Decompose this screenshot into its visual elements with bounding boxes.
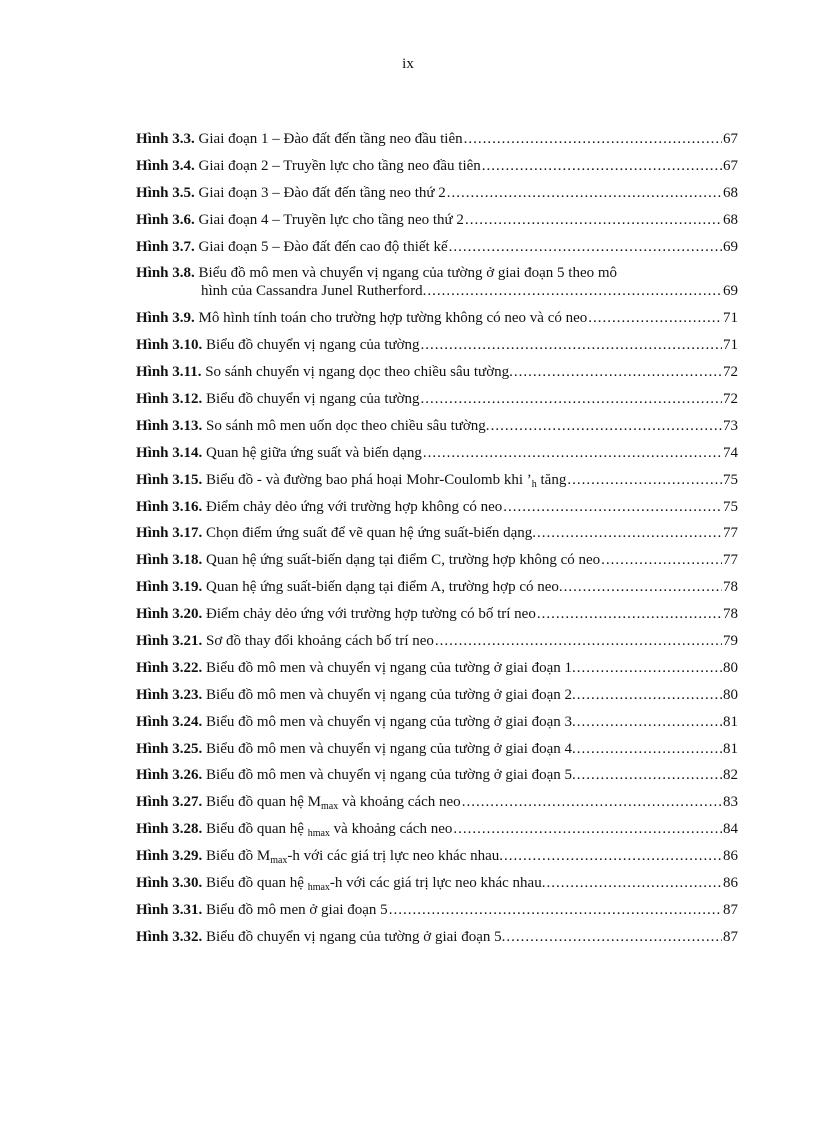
page-ref: 71 bbox=[723, 337, 738, 354]
figure-caption bbox=[136, 157, 481, 175]
figure-title: Biểu đồ quan hệ bbox=[206, 821, 308, 838]
page-ref: 81 bbox=[723, 740, 738, 757]
page-ref: 75 bbox=[723, 498, 738, 515]
figure-title: Chọn điểm ứng suất để vẽ quan hệ ứng suất-biến dạng. bbox=[206, 525, 536, 542]
figure-title: Sơ đồ thay đổi khoảng cách bố trí neo bbox=[206, 633, 434, 650]
figure-entry bbox=[136, 417, 738, 435]
figure-title: Quan hệ ứng suất-biến dạng tại điểm C, trường hợp không có neo bbox=[206, 552, 601, 569]
figure-title: Điểm chảy dẻo ứng với trường hợp tường có bố trí neo bbox=[206, 606, 536, 623]
figure-label: Hình 3.24. bbox=[136, 713, 203, 730]
figure-entry bbox=[136, 130, 738, 148]
page-ref: 71 bbox=[723, 310, 738, 327]
figure-caption bbox=[136, 184, 446, 202]
figure-caption bbox=[136, 265, 617, 281]
figure-title: Biểu đồ chuyển vị ngang của tường bbox=[206, 337, 420, 354]
figure-title: Giai đoạn 2 – Truyền lực cho tầng neo đầu tiên bbox=[198, 157, 481, 174]
dot-leader bbox=[577, 686, 722, 704]
figure-entry bbox=[136, 444, 738, 462]
figure-caption bbox=[136, 820, 452, 838]
page-ref: 67 bbox=[723, 131, 738, 147]
figure-caption bbox=[136, 605, 536, 623]
figure-title: Biểu đồ chuyển vị ngang của tường bbox=[206, 391, 420, 408]
figure-caption bbox=[136, 336, 420, 354]
dot-leader bbox=[564, 578, 722, 596]
figure-label: Hình 3.3. bbox=[136, 131, 195, 147]
figure-title: Biểu đồ chuyển vị ngang của tường ở giai đoạn 5. bbox=[206, 928, 506, 945]
figure-entry bbox=[136, 605, 738, 623]
page-number: ix bbox=[402, 56, 414, 72]
dot-leader bbox=[537, 605, 722, 623]
figure-label: Hình 3.19. bbox=[136, 579, 203, 596]
figure-entry bbox=[136, 551, 738, 569]
figure-caption bbox=[136, 524, 536, 542]
figure-title: Biểu đồ quan hệ M bbox=[206, 794, 322, 811]
figure-label: Hình 3.17. bbox=[136, 525, 203, 542]
figure-title: Biểu đồ mô men ở giai đoạn 5 bbox=[206, 901, 388, 918]
dot-leader bbox=[577, 659, 722, 677]
figure-caption bbox=[136, 740, 576, 758]
figure-label: Hình 3.31. bbox=[136, 901, 203, 918]
figure-title: Biểu đồ mô men và chuyển vị ngang của tường ở giai đoạn 2. bbox=[206, 686, 576, 703]
figure-entry bbox=[136, 264, 738, 300]
figure-label: Hình 3.18. bbox=[136, 552, 203, 569]
figure-caption bbox=[136, 471, 566, 489]
figure-caption bbox=[136, 390, 420, 408]
figure-title: Biểu đồ mô men và chuyển vị ngang của tường ở giai đoạn 5 theo mô bbox=[198, 265, 618, 282]
figure-label: Hình 3.4. bbox=[136, 157, 195, 174]
figure-title: Điểm chảy dẻo ứng với trường hợp không có neo bbox=[206, 498, 503, 515]
figure-caption bbox=[136, 766, 576, 784]
figure-label: Hình 3.32. bbox=[136, 928, 203, 945]
dot-leader bbox=[537, 524, 722, 542]
figure-entry bbox=[136, 336, 738, 354]
figure-caption bbox=[136, 309, 587, 327]
page-ref: 77 bbox=[723, 525, 738, 542]
figure-label: Hình 3.8. bbox=[136, 265, 195, 282]
subscript: max bbox=[270, 855, 288, 867]
figure-caption bbox=[136, 551, 600, 569]
figure-title-line2: hình của Cassandra Junel Rutherford. bbox=[201, 283, 427, 300]
figure-label: Hình 3.7. bbox=[136, 238, 195, 255]
figure-label: Hình 3.12. bbox=[136, 391, 203, 408]
page-ref: 73 bbox=[723, 417, 738, 434]
figure-caption bbox=[136, 211, 464, 229]
page-ref: 86 bbox=[723, 848, 738, 865]
dot-leader bbox=[449, 238, 722, 256]
page-ref: 83 bbox=[723, 794, 738, 811]
dot-leader bbox=[447, 184, 722, 202]
figure-caption bbox=[136, 928, 505, 946]
figure-label: Hình 3.29. bbox=[136, 848, 203, 865]
figure-caption bbox=[136, 659, 576, 677]
figure-entry bbox=[136, 686, 738, 704]
figure-title: So sánh chuyển vị ngang dọc theo chiều sâu tường. bbox=[205, 364, 513, 381]
figure-label: Hình 3.27. bbox=[136, 794, 203, 811]
figure-caption bbox=[136, 847, 503, 865]
page-ref: 79 bbox=[723, 633, 738, 650]
figure-label: Hình 3.20. bbox=[136, 606, 203, 623]
figure-label: Hình 3.22. bbox=[136, 659, 203, 676]
page-ref: 87 bbox=[723, 928, 738, 945]
figure-caption bbox=[136, 130, 463, 148]
figure-entry bbox=[136, 309, 738, 327]
subscript: h bbox=[531, 478, 537, 490]
figure-label: Hình 3.28. bbox=[136, 821, 203, 838]
figure-label: Hình 3.14. bbox=[136, 444, 203, 461]
figure-title: Biểu đồ mô men và chuyển vị ngang của tường ở giai đoạn 4. bbox=[206, 740, 576, 757]
figure-caption bbox=[136, 793, 461, 811]
figure-title: Giai đoạn 5 – Đào đất đến cao độ thiết kế bbox=[198, 238, 448, 255]
figure-caption bbox=[136, 874, 545, 892]
page-ref: 84 bbox=[723, 821, 738, 838]
figure-entry bbox=[136, 766, 738, 784]
figure-entry bbox=[136, 713, 738, 731]
dot-leader bbox=[601, 551, 722, 569]
figure-title-continued: -h với các giá trị lực neo khác nhau. bbox=[329, 875, 546, 892]
figure-label: Hình 3.11. bbox=[136, 364, 202, 381]
figure-title-continued: tăng bbox=[536, 471, 567, 488]
figure-entry bbox=[136, 524, 738, 542]
figure-entry bbox=[136, 211, 738, 229]
page-ref: 69 bbox=[723, 238, 738, 255]
dot-leader bbox=[503, 498, 722, 516]
figure-label: Hình 3.5. bbox=[136, 184, 195, 201]
figure-title: Biểu đồ - và đường bao phá hoại Mohr-Coulomb khi ’ bbox=[206, 471, 532, 488]
figure-entry bbox=[136, 659, 738, 677]
figure-entry bbox=[136, 157, 738, 175]
figure-entry bbox=[136, 901, 738, 919]
page-ref: 74 bbox=[723, 444, 738, 461]
figure-label: Hình 3.13. bbox=[136, 417, 203, 434]
list-of-figures bbox=[136, 130, 738, 955]
figure-title-continued: và khoảng cách neo bbox=[338, 794, 461, 811]
subscript: hmax bbox=[307, 828, 330, 840]
dot-leader bbox=[421, 336, 722, 354]
figure-caption bbox=[136, 578, 563, 596]
figure-label: Hình 3.26. bbox=[136, 767, 203, 784]
dot-leader bbox=[546, 874, 722, 892]
figure-label: Hình 3.30. bbox=[136, 875, 203, 892]
figure-caption bbox=[136, 444, 422, 462]
figure-label: Hình 3.23. bbox=[136, 686, 203, 703]
figure-title: Biểu đồ mô men và chuyển vị ngang của tường ở giai đoạn 3. bbox=[206, 713, 576, 730]
figure-entry bbox=[136, 363, 738, 381]
figure-title: Mô hình tính toán cho trường hợp tường không có neo và có neo bbox=[198, 310, 588, 327]
page-ref: 81 bbox=[723, 713, 738, 730]
figure-caption bbox=[136, 713, 576, 731]
figure-entry bbox=[136, 874, 738, 892]
figure-label: Hình 3.9. bbox=[136, 310, 195, 327]
figure-caption bbox=[136, 498, 502, 516]
dot-leader bbox=[577, 766, 722, 784]
figure-caption bbox=[136, 686, 576, 704]
figure-caption bbox=[136, 363, 513, 381]
page-ref: 68 bbox=[723, 184, 738, 201]
figure-title: So sánh mô men uốn dọc theo chiều sâu tường. bbox=[206, 417, 490, 434]
page-ref: 72 bbox=[723, 364, 738, 381]
figure-entry bbox=[136, 238, 738, 256]
dot-leader bbox=[462, 793, 722, 811]
figure-caption bbox=[136, 238, 448, 256]
subscript: max bbox=[321, 801, 339, 813]
figure-title-continued: và khoảng cách neo bbox=[329, 821, 453, 838]
figure-caption bbox=[136, 417, 490, 435]
figure-entry bbox=[136, 471, 738, 489]
dot-leader bbox=[482, 157, 722, 175]
figure-title: Giai đoạn 4 – Truyền lực cho tầng neo thứ 2 bbox=[198, 211, 464, 228]
page-ref: 67 bbox=[723, 157, 738, 174]
figure-title: Giai đoạn 1 – Đào đất đến tầng neo đầu tiên bbox=[198, 131, 463, 147]
figure-label: Hình 3.21. bbox=[136, 633, 203, 650]
figure-label: Hình 3.16. bbox=[136, 498, 203, 515]
dot-leader bbox=[577, 713, 722, 731]
page-ref: 80 bbox=[723, 659, 738, 676]
page-ref: 75 bbox=[723, 471, 738, 488]
figure-label: Hình 3.25. bbox=[136, 740, 203, 757]
page-ref: 78 bbox=[723, 606, 738, 623]
dot-leader bbox=[577, 740, 722, 758]
dot-leader bbox=[491, 417, 722, 435]
figure-title: Biểu đồ M bbox=[206, 848, 271, 865]
dot-leader bbox=[423, 444, 722, 462]
dot-leader bbox=[389, 901, 722, 919]
figure-entry bbox=[136, 498, 738, 516]
figure-caption bbox=[136, 632, 434, 650]
page-ref: 80 bbox=[723, 686, 738, 703]
figure-title: Biểu đồ mô men và chuyển vị ngang của tường ở giai đoạn 5. bbox=[206, 767, 576, 784]
dot-leader bbox=[506, 928, 722, 946]
dot-leader bbox=[465, 211, 722, 229]
figure-entry bbox=[136, 847, 738, 865]
figure-entry bbox=[136, 184, 738, 202]
page-ref: 86 bbox=[723, 875, 738, 892]
figure-caption bbox=[136, 901, 388, 919]
page-ref: 72 bbox=[723, 391, 738, 408]
figure-title: Biểu đồ quan hệ bbox=[206, 875, 308, 892]
page-ref: 78 bbox=[723, 579, 738, 596]
figure-title: Quan hệ ứng suất-biến dạng tại điểm A, trường hợp có neo. bbox=[206, 579, 563, 596]
dot-leader bbox=[421, 390, 722, 408]
page-ref: 77 bbox=[723, 552, 738, 569]
figure-entry bbox=[136, 793, 738, 811]
page-ref: 68 bbox=[723, 211, 738, 228]
figure-label: Hình 3.10. bbox=[136, 337, 203, 354]
dot-leader bbox=[567, 471, 722, 489]
dot-leader bbox=[504, 847, 722, 865]
dot-leader bbox=[453, 820, 722, 838]
figure-label: Hình 3.15. bbox=[136, 471, 203, 488]
dot-leader bbox=[435, 632, 722, 650]
dot-leader bbox=[588, 309, 722, 327]
figure-title: Giai đoạn 3 – Đào đất đến tầng neo thứ 2 bbox=[198, 184, 446, 201]
figure-label: Hình 3.6. bbox=[136, 211, 195, 228]
figure-entry bbox=[136, 928, 738, 946]
figure-entry bbox=[136, 390, 738, 408]
page-ref: 82 bbox=[723, 767, 738, 784]
dot-leader bbox=[427, 282, 722, 300]
figure-title: Biểu đồ mô men và chuyển vị ngang của tường ở giai đoạn 1. bbox=[206, 659, 576, 676]
figure-title: Quan hệ giữa ứng suất và biến dạng bbox=[206, 444, 422, 461]
dot-leader bbox=[464, 130, 722, 148]
page-ref: 69 bbox=[723, 283, 738, 300]
figure-entry bbox=[136, 820, 738, 838]
figure-entry bbox=[136, 740, 738, 758]
subscript: hmax bbox=[307, 882, 330, 894]
figure-title-continued: -h với các giá trị lực neo khác nhau. bbox=[287, 848, 503, 865]
figure-entry bbox=[136, 578, 738, 596]
page-ref: 87 bbox=[723, 901, 738, 918]
figure-entry bbox=[136, 632, 738, 650]
dot-leader bbox=[514, 363, 722, 381]
